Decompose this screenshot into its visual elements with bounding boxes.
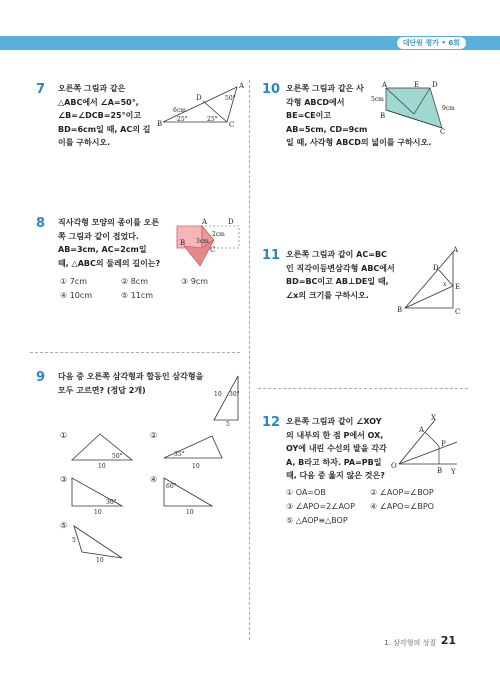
question-number: 7 [36, 82, 46, 97]
angle-bisector-figure [391, 414, 465, 476]
svg-text:60°: 60° [166, 483, 177, 490]
svg-text:10: 10 [94, 509, 102, 516]
option-triangle-4[interactable] [152, 474, 237, 516]
option-triangle-3[interactable] [62, 474, 142, 516]
question-text: 오른쪽 그림과 같이 AC=BC 인 직각이등변삼각형 ABC에서 BD=BC이고 AB⊥DE일 때, ∠x의 크기를 구하시오. [286, 250, 395, 300]
question-number: 11 [262, 248, 281, 263]
reference-triangle [208, 372, 248, 427]
svg-text:B: B [397, 306, 403, 314]
svg-text:X: X [431, 414, 436, 422]
option[interactable]: ① OA=OB [286, 488, 326, 497]
svg-text:E: E [455, 283, 461, 291]
option[interactable]: ① 7cm [60, 277, 87, 286]
svg-text:O: O [391, 462, 397, 470]
page-number: 21 [440, 634, 456, 647]
svg-text:2cm: 2cm [212, 231, 225, 238]
chapter-title: 1. 삼각형의 성질 [384, 639, 436, 647]
folded-paper-figure [172, 216, 247, 271]
option[interactable]: ③ ∠APO=2∠AOP [286, 502, 355, 511]
svg-text:25°: 25° [177, 116, 188, 123]
svg-text:35°: 35° [174, 451, 185, 458]
svg-text:10: 10 [96, 557, 104, 564]
svg-text:5: 5 [72, 537, 76, 544]
column-divider [249, 80, 250, 640]
option[interactable]: ④ 10cm [60, 291, 93, 300]
svg-text:6cm: 6cm [173, 107, 186, 114]
question-text: 오른쪽 그림과 같은 △ABC에서 ∠A=50°, ∠B=∠DCB=25°이고 BD=6cm일 때, AC의 길 이를 구하시오. [58, 84, 151, 147]
option[interactable]: ② 8cm [121, 277, 148, 286]
svg-text:A: A [419, 426, 425, 434]
svg-text:A: A [453, 246, 459, 254]
option[interactable]: ② ∠AOP=∠BOP [370, 488, 434, 497]
svg-text:C: C [229, 121, 235, 129]
svg-text:30°: 30° [106, 499, 117, 506]
option[interactable]: ⑤ 11cm [121, 291, 154, 300]
row-divider [30, 352, 240, 353]
svg-text:9cm: 9cm [442, 105, 455, 112]
svg-text:C: C [455, 308, 461, 316]
svg-text:D: D [433, 264, 439, 272]
svg-text:D: D [432, 81, 438, 89]
svg-text:B: B [180, 239, 186, 247]
question-number: 9 [36, 370, 46, 385]
triangle-figure [155, 82, 250, 127]
svg-text:B: B [157, 120, 163, 128]
svg-text:④: ④ [150, 475, 158, 484]
svg-text:25°: 25° [207, 116, 218, 123]
svg-text:30°: 30° [229, 391, 240, 398]
option[interactable]: ③ 9cm [181, 277, 208, 286]
svg-text:10: 10 [186, 509, 194, 516]
svg-text:B: B [437, 467, 443, 475]
question-number: 8 [36, 216, 46, 231]
svg-text:A: A [239, 82, 245, 90]
question-text: 다음 중 오른쪽 삼각형과 합동인 삼각형을 모두 고르면? (정답 2개) [58, 372, 204, 395]
svg-text:x: x [443, 281, 447, 288]
svg-text:①: ① [60, 431, 68, 440]
question-number: 10 [262, 82, 281, 97]
quadrilateral-figure [370, 82, 460, 137]
question-text: 직사각형 모양의 종이를 오른 쪽 그림과 같이 접었다. AB=3cm, AC=2cm일 때, △ABC의 둘레의 길이는? [58, 218, 161, 268]
svg-text:D: D [196, 94, 202, 102]
svg-text:③: ③ [60, 475, 68, 484]
svg-text:10: 10 [214, 391, 222, 398]
svg-text:C: C [210, 246, 216, 254]
svg-text:⑤: ⑤ [60, 521, 68, 530]
svg-text:50°: 50° [112, 453, 123, 460]
svg-text:Y: Y [451, 468, 456, 476]
question-text: 오른쪽 그림과 같은 사 각형 ABCD에서 BE=CE이고 AB=5cm, CD=9cm 일 때, 사각형 ABCD의 넓이를 구하시오. [286, 84, 432, 147]
svg-text:C: C [440, 128, 446, 136]
svg-text:D: D [228, 218, 234, 226]
option-triangle-1[interactable] [62, 430, 142, 470]
svg-text:A: A [202, 218, 208, 226]
svg-text:B: B [380, 112, 386, 120]
svg-text:P: P [441, 440, 446, 448]
svg-text:10: 10 [98, 463, 106, 470]
svg-text:E: E [414, 81, 420, 89]
svg-text:5: 5 [226, 421, 230, 428]
right-triangle-figure [395, 248, 465, 318]
svg-text:50°: 50° [225, 95, 236, 102]
question-number: 12 [262, 415, 281, 430]
svg-text:A: A [382, 81, 388, 89]
option[interactable]: ⑤ △AOP≡△BOP [286, 516, 348, 525]
option-triangle-2[interactable] [152, 430, 237, 470]
svg-text:10: 10 [192, 463, 200, 470]
svg-text:②: ② [150, 431, 158, 440]
question-text: 오른쪽 그림과 같이 ∠XOY 의 내부의 한 점 P에서 OX, OY에 내린 수선의 발을 각각 A, B라고 하자. PA=PB일 때, 다음 중 옳지 않은 것은? [286, 417, 387, 480]
row-divider [258, 388, 468, 389]
option-triangle-5[interactable] [62, 520, 142, 565]
svg-text:3cm: 3cm [196, 238, 209, 245]
section-badge: 대단원 평가 • 6회 [397, 37, 466, 49]
option[interactable]: ④ ∠APO=∠BPO [370, 502, 434, 511]
svg-text:5cm: 5cm [371, 96, 384, 103]
